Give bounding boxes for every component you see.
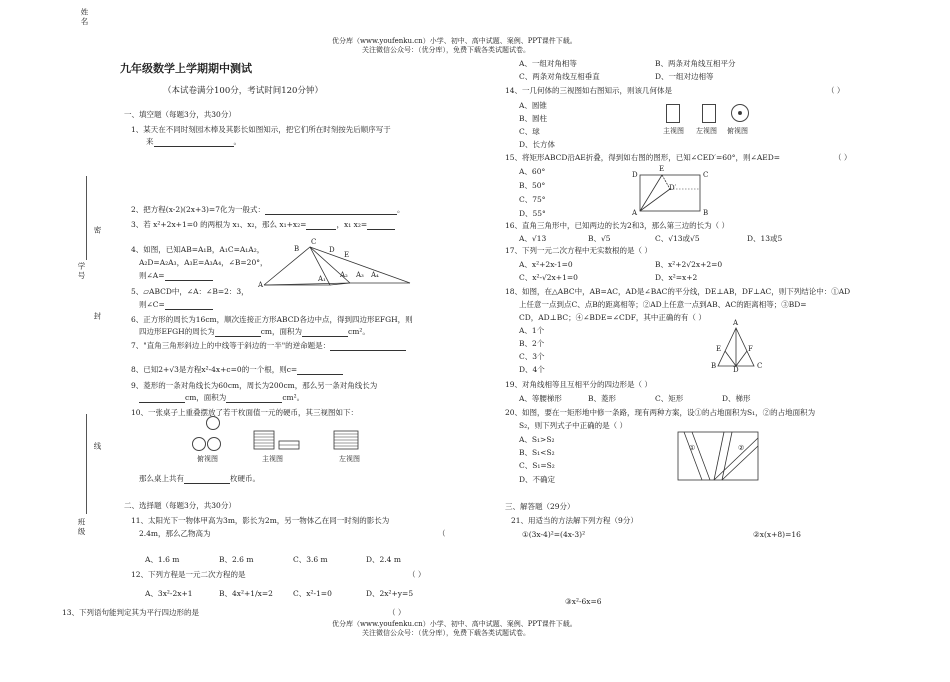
- q4-figure: [262, 243, 412, 303]
- q18-line-1: 18、如图，在△ABC中，AB=AC，AD是∠BAC的平分线，DE⊥AB，DF⊥AC，则下列结论中：①AD: [505, 287, 851, 296]
- q20-label-2: ②: [738, 444, 745, 452]
- margin-name: 姓名: [80, 8, 89, 27]
- q7-text: 7、"直角三角形斜边上的中线等于斜边的一半"的逆命题是：: [131, 341, 406, 351]
- q4-label-c: C: [311, 238, 317, 246]
- q15-label-b: B: [703, 209, 709, 217]
- q14-top-view-dot: [738, 111, 742, 115]
- q10-top-coin-3: [207, 437, 221, 451]
- q18-option-d: D、4个: [519, 365, 545, 374]
- margin-class-line: [86, 414, 87, 514]
- q13-paren: （ ）: [388, 608, 406, 617]
- q13-option-b: B、两条对角线互相平分: [655, 59, 736, 68]
- q11-option-c: C、3.6 m: [293, 555, 328, 564]
- q17-option-a: A、x²+2x-1=0: [519, 260, 573, 269]
- q19-text: 19、对角线相等且互相平分的四边形是（ ）: [505, 380, 652, 389]
- page-title: 九年级数学上学期期中测试: [120, 62, 252, 75]
- q15-label-c: C: [703, 171, 709, 179]
- q4-label-a1: A₁: [318, 275, 326, 283]
- q18-label-c: C: [757, 362, 763, 370]
- q11-line-1: 11、太阳光下一物体甲高为3m，影长为2m，另一物体乙在同一时刻的影长为: [131, 516, 390, 525]
- margin-student-id-line: [86, 176, 87, 260]
- q17-option-b: B、x²+2√2x+2=0: [655, 260, 723, 269]
- q6-line-2: 四边形EFGH的周长为 cm，面积为 cm²。: [139, 327, 370, 336]
- q13-text: 13、下列语句能判定其为平行四边形的是: [62, 608, 200, 617]
- q14-view-label-front: 主视图: [663, 127, 684, 135]
- q14-view-label-side: 左视图: [696, 127, 717, 135]
- q10-main-view: [254, 431, 304, 451]
- q12-option-c: C、x²-1=0: [293, 589, 332, 598]
- footer-line-2: 关注微信公众号：（优分库），免费下载各类试题试卷。: [362, 629, 530, 637]
- q10-answer: 那么桌上共有 枚硬币。: [139, 474, 260, 483]
- q4-label-a2: A₂: [340, 271, 348, 279]
- q14-front-view-rect: [666, 104, 680, 123]
- q5-line-1: 5、▱ABCD中，∠A：∠B=2：3，: [131, 287, 249, 296]
- q12-option-a: A、3x²-2x+1: [145, 589, 193, 598]
- q15-label-d: D: [632, 171, 638, 179]
- header-line-1: 优分库（www.youfenku.cn）小学、初中、高中试题、案例、PPT课件下载。: [332, 37, 577, 45]
- q10-view-label-left: 左视图: [339, 455, 360, 463]
- q12-text: 12、下列方程是一元二次方程的是: [131, 570, 246, 579]
- q4-label-a3: A₃: [356, 271, 364, 279]
- q18-label-a: A: [733, 319, 739, 327]
- q15-figure: [640, 175, 702, 213]
- q17-option-c: C、x²-√2x+1=0: [519, 273, 578, 282]
- q20-line-1: 20、如图，要在一矩形地中修一条路，现有两种方案，设①的占地面积为S₁，②的占地面积为: [505, 408, 816, 417]
- q18-label-f: F: [748, 345, 753, 353]
- page-subtitle: （本试卷满分100分，考试时间120分钟）: [163, 86, 323, 96]
- q10-view-label-top: 俯视图: [197, 455, 218, 463]
- q11-option-d: D、2.4 m: [366, 555, 401, 564]
- q11-paren: （: [438, 529, 446, 538]
- q1-answer: 来 。: [146, 137, 241, 146]
- q20-label-1: ①: [689, 444, 696, 452]
- margin-line: 线: [93, 442, 102, 452]
- q8-text: 8、已知2+√3是方程x²-4x+c=0的一个根，则c=: [131, 365, 343, 375]
- q15-option-c: C、75°: [519, 195, 546, 204]
- q12-option-b: B、4x²+1/x=2: [219, 589, 273, 598]
- q14-side-view-rect: [702, 104, 716, 123]
- q4-label-b: B: [294, 245, 300, 253]
- q20-option-a: A、S₁>S₂: [519, 435, 555, 444]
- q10-text: 10、一张桌子上重叠摆放了若干枚面值一元的硬币，其三视图如下：: [131, 408, 359, 417]
- q2-text: 2、把方程(x-2)(2x+3)=7化为一般式： 。: [131, 205, 405, 214]
- q21-eq-2: ②x(x+8)=16: [753, 530, 801, 539]
- q14-view-label-top: 俯视图: [727, 127, 748, 135]
- q15-option-d: D、55°: [519, 209, 546, 218]
- q18-option-a: A、1个: [519, 326, 545, 335]
- section-3-heading: 三、解答题（29分）: [505, 502, 575, 511]
- q11-option-a: A、1.6 m: [145, 555, 180, 564]
- q15-label-e: E: [659, 165, 665, 173]
- q10-left-view: [334, 431, 364, 451]
- q20-option-d: D、不确定: [519, 475, 556, 484]
- q18-option-c: C、3个: [519, 352, 545, 361]
- margin-student-id: 学号: [77, 262, 86, 281]
- q20-figure: [678, 432, 762, 484]
- q11-line-2: 2.4m，那么乙物高为: [139, 529, 211, 538]
- q10-view-label-main: 主视图: [262, 455, 283, 463]
- q16-option-c: C、√13或√5: [655, 234, 700, 243]
- q4-label-a: A: [258, 281, 264, 289]
- q16-text: 16、直角三角形中，已知两边的长为2和3，那么第三边的长为（ ）: [505, 221, 729, 230]
- q21-eq-3: ③x²-6x=6: [565, 597, 602, 606]
- q19-option-b: B、菱形: [588, 394, 617, 403]
- q12-option-d: D、2x²+y=5: [366, 589, 414, 598]
- q20-option-c: C、S₁=S₂: [519, 461, 555, 470]
- q18-line-2: 上任意一点到点C、点B的距离相等；②AD上任意一点到AB、AC的距离相等；③BD=: [519, 300, 807, 309]
- q14-paren: （ ）: [827, 86, 845, 95]
- q4-answer: 则∠A=: [139, 271, 213, 281]
- q13-option-d: D、一组对边相等: [655, 72, 714, 81]
- q17-text: 17、下列一元二次方程中无实数根的是（ ）: [505, 246, 652, 255]
- q1-text: 1、某天在不同时刻园木棒及其影长如图知示，把它们所在时刻按先后顺序写于: [131, 125, 391, 134]
- q18-line-3: CD，AD⊥BC；④∠BDE=∠CDF，其中正确的有（ ）: [519, 313, 706, 322]
- q14-option-d: D、长方体: [519, 140, 556, 149]
- q19-option-c: C、矩形: [655, 394, 684, 403]
- q18-option-b: B、2个: [519, 339, 545, 348]
- q4-label-d: D: [329, 246, 335, 254]
- q9-line-2: cm，面积为 cm²。: [139, 393, 304, 403]
- q4-line-1: 4、如图，已知AB=A₁B，A₁C=A₁A₂，: [131, 245, 265, 254]
- q14-option-a: A、圆锥: [519, 101, 547, 110]
- q15-option-a: A、60°: [519, 167, 546, 176]
- q15-label-a: A: [632, 209, 638, 217]
- q19-option-d: D、梯形: [722, 394, 751, 403]
- q14-text: 14、一几何体的三视图如右图知示，则该几何体是: [505, 86, 673, 95]
- q11-option-b: B、2.6 m: [219, 555, 254, 564]
- q21-eq-1: ①(3x-4)²=(4x-3)²: [522, 530, 586, 539]
- q19-option-a: A、等腰梯形: [519, 394, 562, 403]
- q4-line-2: A₂D=A₂A₃，A₃E=A₃A₄，∠B=20°，: [139, 258, 268, 267]
- q20-line-2: S₂，则下列式子中正确的是（ ）: [519, 421, 628, 430]
- margin-class: 班级: [77, 518, 86, 537]
- q18-label-b: B: [711, 362, 717, 370]
- q4-label-e: E: [344, 251, 350, 259]
- q12-paren: （ ）: [408, 570, 426, 579]
- q14-option-b: B、圆柱: [519, 114, 548, 123]
- q17-option-d: D、x²=x+2: [655, 273, 698, 282]
- q16-option-a: A、√13: [519, 234, 547, 243]
- q13-option-c: C、两条对角线互相垂直: [519, 72, 600, 81]
- q18-label-d: D: [733, 366, 739, 374]
- section-1-heading: 一、填空题（每题3分，共30分）: [124, 110, 236, 119]
- footer-line-1: 优分库（www.youfenku.cn）小学、初中、高中试题、案例、PPT课件下载。: [332, 620, 577, 628]
- q15-text: 15、将矩形ABCD沿AE折叠，得到如右图的图形，已知∠CED′=60°，则∠AED=: [505, 153, 781, 162]
- q16-option-d: D、13或5: [747, 234, 783, 243]
- q10-top-coin-1: [206, 416, 220, 430]
- q18-label-e: E: [716, 345, 722, 353]
- q21-text: 21、用适当的方法解下列方程（9分）: [511, 516, 638, 525]
- q5-line-2: 则∠C=: [139, 300, 213, 310]
- margin-seal-2: 封: [93, 312, 102, 322]
- q20-option-b: B、S₁<S₂: [519, 448, 555, 457]
- q13-option-a: A、一组对角相等: [519, 59, 577, 68]
- q6-line-1: 6、正方形的周长为16cm，顺次连接正方形ABCD各边中点，得到四边形EFGH，则: [131, 315, 413, 324]
- section-2-heading: 二、选择题（每题3分，共30分）: [124, 501, 236, 510]
- q10-top-coin-2: [192, 437, 206, 451]
- q9-line-1: 9、菱形的一条对角线长为60cm，周长为200cm，那么另一条对角线长为: [131, 381, 378, 390]
- margin-seal: 密: [93, 226, 102, 236]
- q14-option-c: C、球: [519, 127, 540, 136]
- header-line-2: 关注微信公众号：（优分库），免费下载各类试题试卷。: [362, 46, 530, 54]
- q15-option-b: B、50°: [519, 181, 546, 190]
- q3-text: 3、若 x²+2x+1=0 的两根为 x₁、x₂，那么 x₁+x₂= ，x₁ x₂=: [131, 220, 395, 230]
- q15-label-d-prime: D′: [669, 184, 677, 192]
- q4-label-a4: A₄: [371, 271, 379, 279]
- q15-paren: （ ）: [834, 153, 852, 162]
- q16-option-b: B、√5: [588, 234, 611, 243]
